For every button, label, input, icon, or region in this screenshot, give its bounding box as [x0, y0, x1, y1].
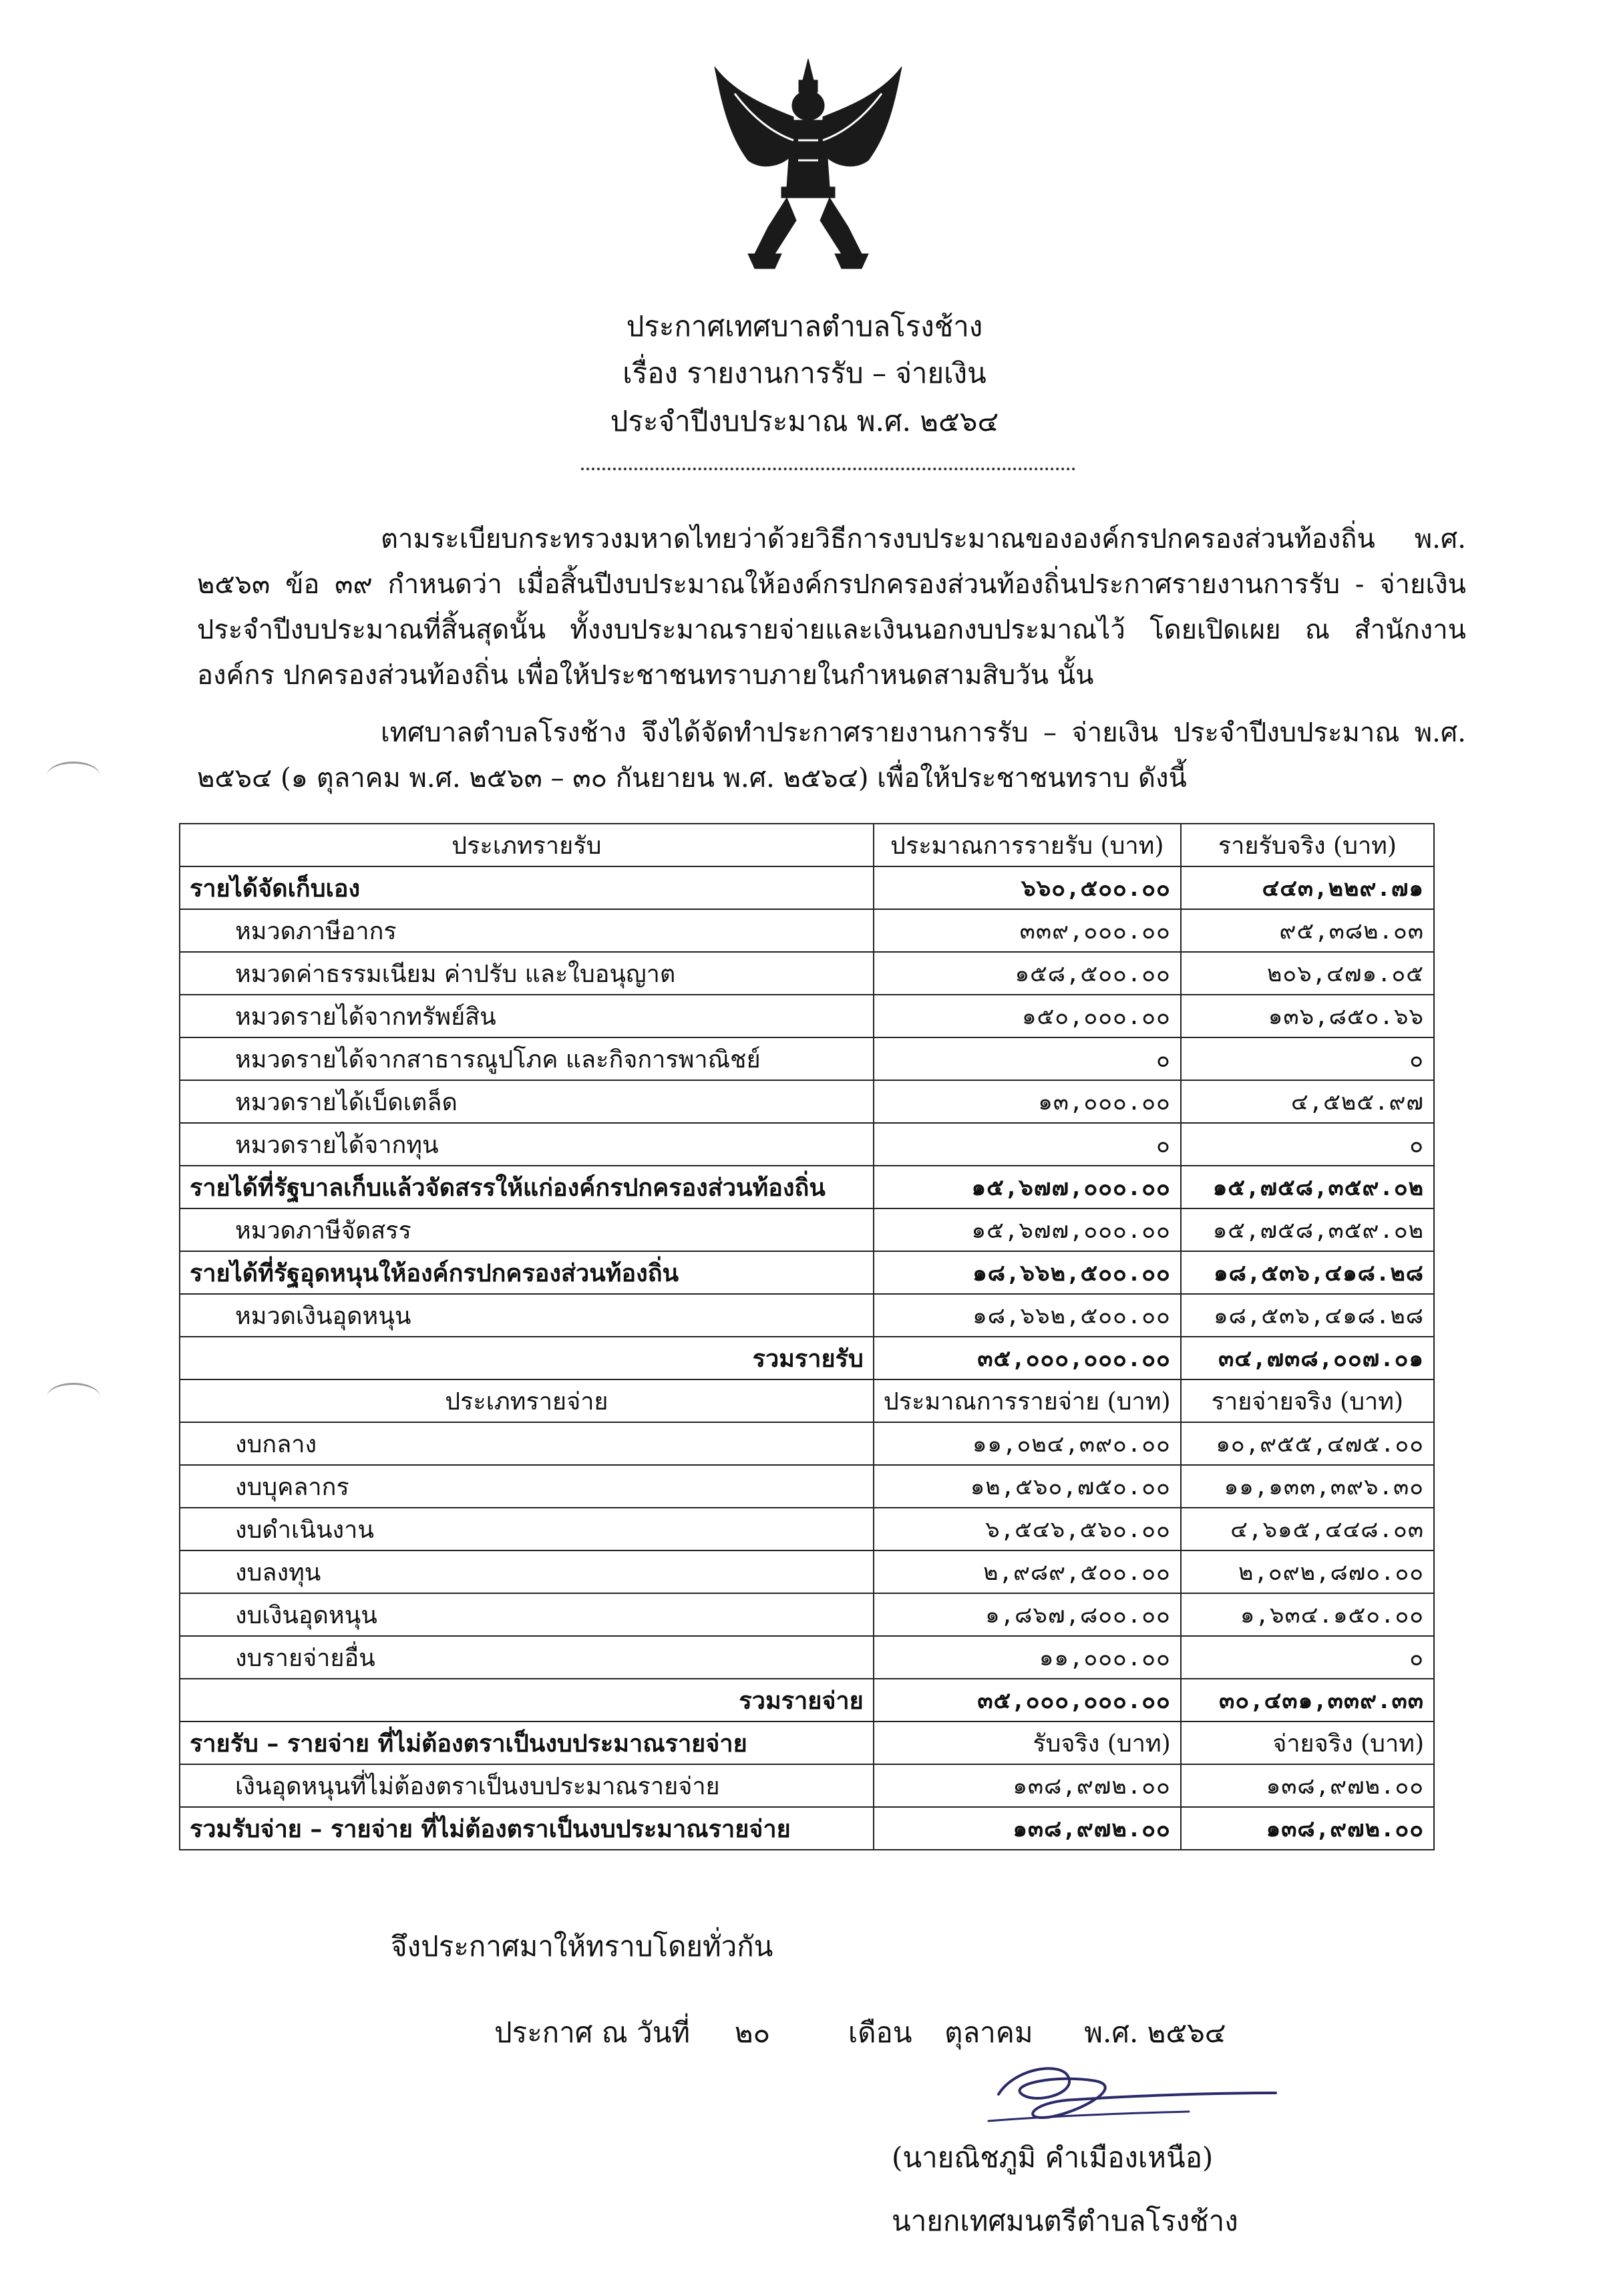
- row-label: หมวดภาษีจัดสรร: [180, 1208, 874, 1251]
- row-label: งบกลาง: [180, 1422, 874, 1465]
- income-total-row: [180, 1337, 1434, 1379]
- row-label: งบเงินอุดหนุน: [180, 1593, 874, 1636]
- estimate-value: ๐: [874, 1123, 1181, 1166]
- paid-total: ๑๓๘,๙๗๒.๐๐: [1181, 1807, 1434, 1850]
- estimate-value: ๓๓๙,๐๐๐.๐๐: [874, 909, 1181, 952]
- actual-value: ๑๘,๕๓๖,๔๑๘.๒๘: [1181, 1251, 1434, 1294]
- estimate-total: ๓๕,๐๐๐,๐๐๐.๐๐: [874, 1337, 1181, 1379]
- expense-total-row: [180, 1679, 1434, 1721]
- column-header: รายรับ – รายจ่าย ที่ไม่ต้องตราเป็นงบประมาณรายจ่าย: [180, 1721, 874, 1764]
- table-row: [180, 1166, 1434, 1208]
- expense-header-row: [180, 1379, 1434, 1422]
- estimate-value: ๑๘,๖๖๒,๕๐๐.๐๐: [874, 1294, 1181, 1337]
- estimate-value: ๑,๘๖๗,๘๐๐.๐๐: [874, 1593, 1181, 1636]
- announcement-fiscal-year: ประจำปีงบประมาณ พ.ศ. ๒๕๖๔: [610, 405, 999, 438]
- estimate-value: ๑๓,๐๐๐.๐๐: [874, 1080, 1181, 1123]
- received-value: ๑๓๘,๙๗๒.๐๐: [874, 1764, 1181, 1807]
- estimate-value: ๑๕,๖๗๗,๐๐๐.๐๐: [874, 1166, 1181, 1208]
- actual-value: ๑๕,๗๕๘,๓๕๙.๐๒: [1181, 1166, 1434, 1208]
- table-row: [180, 909, 1434, 952]
- income-header-row: [180, 824, 1434, 866]
- handwritten-signature: [962, 2054, 1282, 2134]
- date-prefix: ประกาศ ณ วันที่: [494, 2016, 691, 2049]
- table-row: [180, 1037, 1434, 1080]
- estimate-value: ๑๑,๐๐๐.๐๐: [874, 1636, 1181, 1679]
- actual-value: ๑๓๖,๘๕๐.๖๖: [1181, 995, 1434, 1037]
- row-label: หมวดภาษีอากร: [180, 909, 874, 952]
- estimate-value: ๑๕,๖๗๗,๐๐๐.๐๐: [874, 1208, 1181, 1251]
- row-label: หมวดรายได้จากสาธารณูปโภค และกิจการพาณิชย์: [180, 1037, 874, 1080]
- table-row: [180, 1764, 1434, 1807]
- row-label: หมวดรายได้จากทรัพย์สิน: [180, 995, 874, 1037]
- table-row: [180, 1636, 1434, 1679]
- row-label: รายได้จัดเก็บเอง: [180, 866, 874, 909]
- estimate-value: ๒,๙๘๙,๕๐๐.๐๐: [874, 1550, 1181, 1593]
- signer-title: นายกเทศมนตรีตำบลโรงช้าง: [892, 2204, 1238, 2237]
- table-row: [180, 1080, 1434, 1123]
- table-row: [180, 1208, 1434, 1251]
- actual-total: ๓๔,๗๓๘,๐๐๗.๐๑: [1181, 1337, 1434, 1379]
- punch-hole-mark: [47, 1383, 100, 1412]
- table-row: [180, 1465, 1434, 1508]
- estimate-value: ๑๕๐,๐๐๐.๐๐: [874, 995, 1181, 1037]
- actual-value: ๑๑,๑๓๓,๓๙๖.๓๐: [1181, 1465, 1434, 1508]
- announcement-subject: เรื่อง รายงานการรับ – จ่ายเงิน: [622, 357, 987, 389]
- actual-value: ๔,๕๒๕.๙๗: [1181, 1080, 1434, 1123]
- date-month-label: เดือน: [848, 2016, 912, 2049]
- row-label: งบลงทุน: [180, 1550, 874, 1593]
- column-header: ประเภทรายจ่าย: [180, 1379, 874, 1422]
- paid-value: ๑๓๘,๙๗๒.๐๐: [1181, 1764, 1434, 1807]
- intro-paragraph: [197, 516, 1466, 698]
- actual-total: ๓๐,๔๓๑,๓๓๙.๓๓: [1181, 1679, 1434, 1721]
- row-label: งบดำเนินงาน: [180, 1508, 874, 1550]
- estimate-value: ๖,๕๔๖,๕๖๐.๐๐: [874, 1508, 1181, 1550]
- row-label: รายได้ที่รัฐอุดหนุนให้องค์กรปกครองส่วนท้องถิ่น: [180, 1251, 874, 1294]
- statement-paragraph: [197, 710, 1466, 801]
- column-header: รายรับจริง (บาท): [1181, 824, 1434, 866]
- row-label: หมวดเงินอุดหนุน: [180, 1294, 874, 1337]
- row-label: หมวดค่าธรรมเนียม ค่าปรับ และใบอนุญาต: [180, 952, 874, 995]
- table-row: [180, 1422, 1434, 1465]
- actual-value: ๔,๖๑๕,๔๔๘.๐๓: [1181, 1508, 1434, 1550]
- column-header: จ่ายจริง (บาท): [1181, 1721, 1434, 1764]
- budget-report-table: [179, 823, 1435, 1850]
- date-day: ๒๐: [734, 2016, 771, 2049]
- actual-value: ๔๔๓,๒๒๙.๗๑: [1181, 866, 1434, 909]
- column-header: รายจ่ายจริง (บาท): [1181, 1379, 1434, 1422]
- actual-value: ๐: [1181, 1037, 1434, 1080]
- punch-hole-mark: [47, 762, 100, 790]
- table-row: [180, 952, 1434, 995]
- date-year: พ.ศ. ๒๕๖๔: [1084, 2016, 1226, 2049]
- row-label: รายได้ที่รัฐบาลเก็บแล้วจัดสรรให้แก่องค์กรปกครองส่วนท้องถิ่น: [180, 1166, 874, 1208]
- row-label: งบบุคลากร: [180, 1465, 874, 1508]
- date-month: ตุลาคม: [944, 2016, 1033, 2049]
- column-header: ประเภทรายรับ: [180, 824, 874, 866]
- estimate-value: ๑๕๘,๕๐๐.๐๐: [874, 952, 1181, 995]
- estimate-value: ๖๖๐,๕๐๐.๐๐: [874, 866, 1181, 909]
- column-header: ประมาณการรายรับ (บาท): [874, 824, 1181, 866]
- row-label: หมวดรายได้เบ็ดเตล็ด: [180, 1080, 874, 1123]
- estimate-value: ๑๑,๐๒๔,๓๙๐.๐๐: [874, 1422, 1181, 1465]
- table-row: [180, 1251, 1434, 1294]
- row-label: หมวดรายได้จากทุน: [180, 1123, 874, 1166]
- table-row: [180, 1123, 1434, 1166]
- row-label: งบรายจ่ายอื่น: [180, 1636, 874, 1679]
- actual-value: ๐: [1181, 1123, 1434, 1166]
- actual-value: ๙๕,๓๘๒.๐๓: [1181, 909, 1434, 952]
- actual-value: ๒,๐๙๒,๘๗๐.๐๐: [1181, 1550, 1434, 1593]
- estimate-value: ๑๘,๖๖๒,๕๐๐.๐๐: [874, 1251, 1181, 1294]
- table-row: [180, 1294, 1434, 1337]
- garuda-emblem-icon: [708, 53, 908, 274]
- estimate-value: ๐: [874, 1037, 1181, 1080]
- total-label: รวมรายจ่าย: [180, 1679, 874, 1721]
- actual-value: ๑๘,๕๓๖,๔๑๘.๒๘: [1181, 1294, 1434, 1337]
- column-header: รับจริง (บาท): [874, 1721, 1181, 1764]
- actual-value: ๒๐๖,๔๗๑.๐๕: [1181, 952, 1434, 995]
- actual-value: ๑๕,๗๕๘,๓๕๙.๐๒: [1181, 1208, 1434, 1251]
- estimate-value: ๑๒,๕๖๐,๗๕๐.๐๐: [874, 1465, 1181, 1508]
- total-label: รวมรับจ่าย – รายจ่าย ที่ไม่ต้องตราเป็นงบประมาณรายจ่าย: [180, 1807, 874, 1850]
- row-label: เงินอุดหนุนที่ไม่ต้องตราเป็นงบประมาณรายจ่าย: [180, 1764, 874, 1807]
- actual-value: ๑๐,๙๕๕,๔๗๕.๐๐: [1181, 1422, 1434, 1465]
- announcement-date: [494, 2013, 1226, 2053]
- table-row: [180, 1508, 1434, 1550]
- signer-name: (นายณิชภูมิ คำเมืองเหนือ): [892, 2141, 1214, 2174]
- statement-paragraph-text: เทศบาลตำบลโรงช้าง จึงได้จัดทำประกาศรายงานการรับ – จ่ายเงิน ประจำปีงบประมาณ พ.ศ. ๒๕๖๔ (๑ ตุลาคม พ.ศ. ๒๕๖๓ – ๓๐ กันยายน พ.ศ. ๒๕๖๔) เพื่อให้ประชาชนทราบ ดังนี้: [197, 717, 1466, 794]
- offbudget-header-row: [180, 1721, 1434, 1764]
- table-row: [180, 1550, 1434, 1593]
- intro-paragraph-text: ตามระเบียบกระทรวงมหาดไทยว่าด้วยวิธีการงบประมาณขององค์กรปกครองส่วนท้องถิ่น พ.ศ. ๒๕๖๓ ข้อ ๓๙ กำหนดว่า เมื่อสิ้นปีงบประมาณให้องค์กรปกครองส่วนท้องถิ่นประกาศรายงานการรับ - จ่ายเงิน ประจำปีงบประมาณที่สิ้นสุดนั้น ทั้งงบประมาณรายจ่ายและเงินนอกงบประมาณไว้ โดยเปิดเผย ณ สำนักงานองค์กร ปกครองส่วนท้องถิ่น เพื่อให้ประชาชนทราบภายในกำหนดสามสิบวัน นั้น: [197, 524, 1466, 691]
- estimate-total: ๓๕,๐๐๐,๐๐๐.๐๐: [874, 1679, 1181, 1721]
- announcement-title: ประกาศเทศบาลตำบลโรงช้าง: [626, 310, 983, 343]
- actual-value: ๑,๖๓๔.๑๕๐.๐๐: [1181, 1593, 1434, 1636]
- total-label: รวมรายรับ: [180, 1337, 874, 1379]
- received-total: ๑๓๘,๙๗๒.๐๐: [874, 1807, 1181, 1850]
- offbudget-total-row: [180, 1807, 1434, 1850]
- dotted-divider: [581, 468, 1075, 470]
- table-row: [180, 995, 1434, 1037]
- column-header: ประมาณการรายจ่าย (บาท): [874, 1379, 1181, 1422]
- closing-announcement: จึงประกาศมาให้ทราบโดยทั่วกัน: [391, 1930, 773, 1963]
- table-row: [180, 866, 1434, 909]
- table-row: [180, 1593, 1434, 1636]
- actual-value: ๐: [1181, 1636, 1434, 1679]
